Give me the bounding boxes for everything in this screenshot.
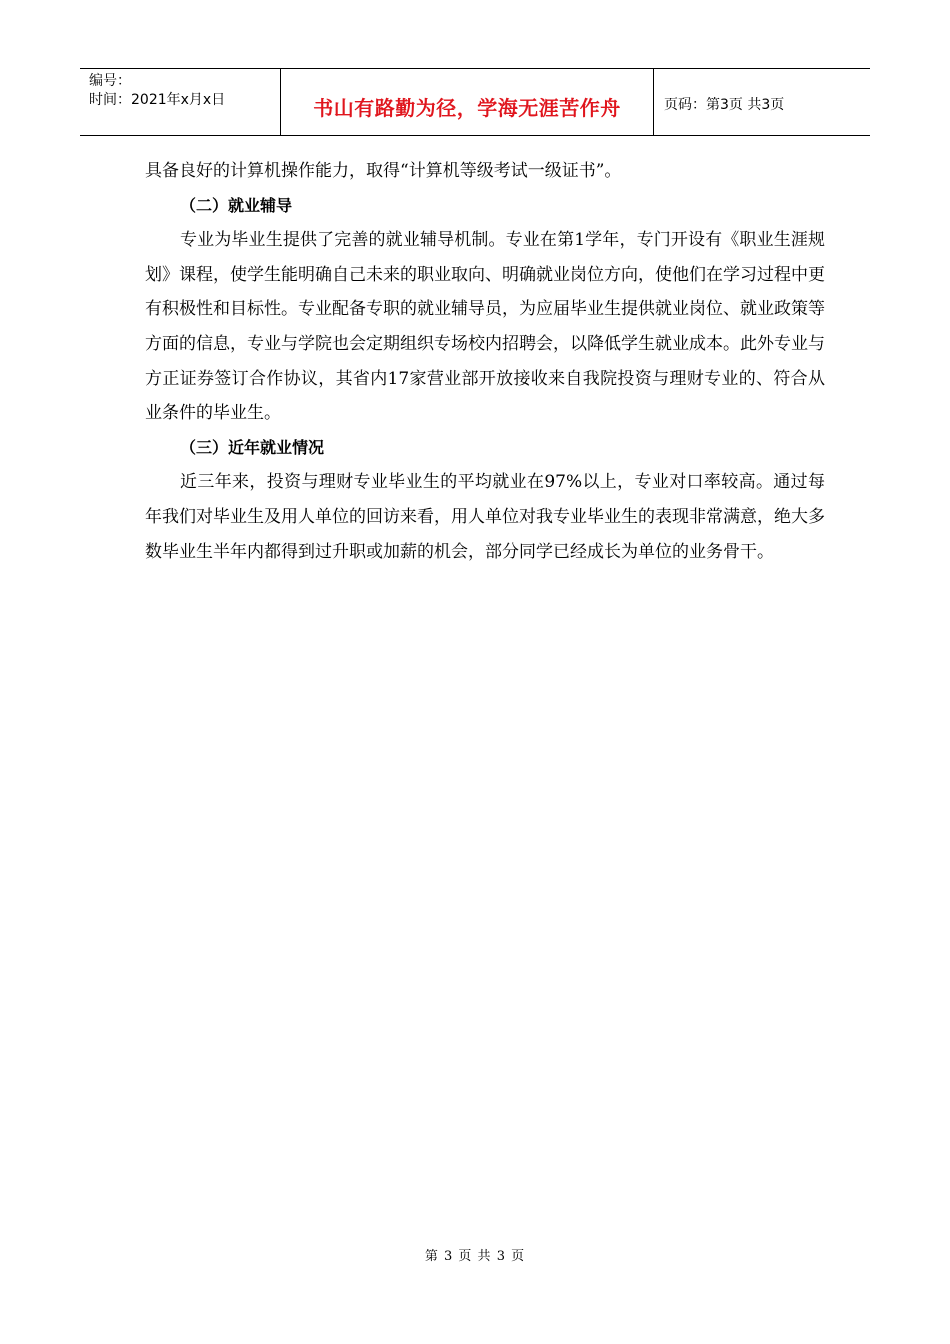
- header-motto: 书山有路勤为径，学海无涯苦作舟: [281, 69, 654, 135]
- paragraph-intro: 具备良好的计算机操作能力，取得“计算机等级考试一级证书”。: [145, 161, 622, 181]
- document-body: [145, 154, 825, 569]
- page-header: [80, 68, 870, 136]
- paragraph-guidance: 专业为毕业生提供了完善的就业辅导机制。专业在第1学年，专门开设有《职业生涯规划》课程，使学生能明确自己未来的职业取向、明确就业岗位方向，使他们在学习过程中更有积极性和目标性。专业配备专职的就业辅导员，为应届毕业生提供就业岗位、就业政策等方面的信息，专业与学院也会定期组织专场校内招聘会，以降低学生就业成本。此外专业与方正证券签订合作协议，其省内17家营业部开放接收来自我院投资与理财专业的、符合从业条件的毕业生。: [145, 230, 825, 424]
- header-page-info: 页码：第3页 共3页: [664, 97, 785, 113]
- document-number-label: 编号：: [89, 73, 131, 89]
- section-heading-guidance: （二）就业辅导: [180, 195, 293, 215]
- page-footer: 第 3 页 共 3 页: [424, 1249, 526, 1264]
- paragraph-employment: 近三年来，投资与理财专业毕业生的平均就业在97%以上，专业对口率较高。通过每年我们对毕业生及用人单位的回访来看，用人单位对我专业毕业生的表现非常满意，绝大多数毕业生半年内都得到过升职或加薪的机会，部分同学已经成长为单位的业务骨干。: [145, 472, 825, 562]
- section-heading-employment: （三）近年就业情况: [180, 437, 325, 457]
- header-meta-cell: [80, 69, 281, 135]
- document-time-label: 时间：2021年x月x日: [89, 92, 226, 108]
